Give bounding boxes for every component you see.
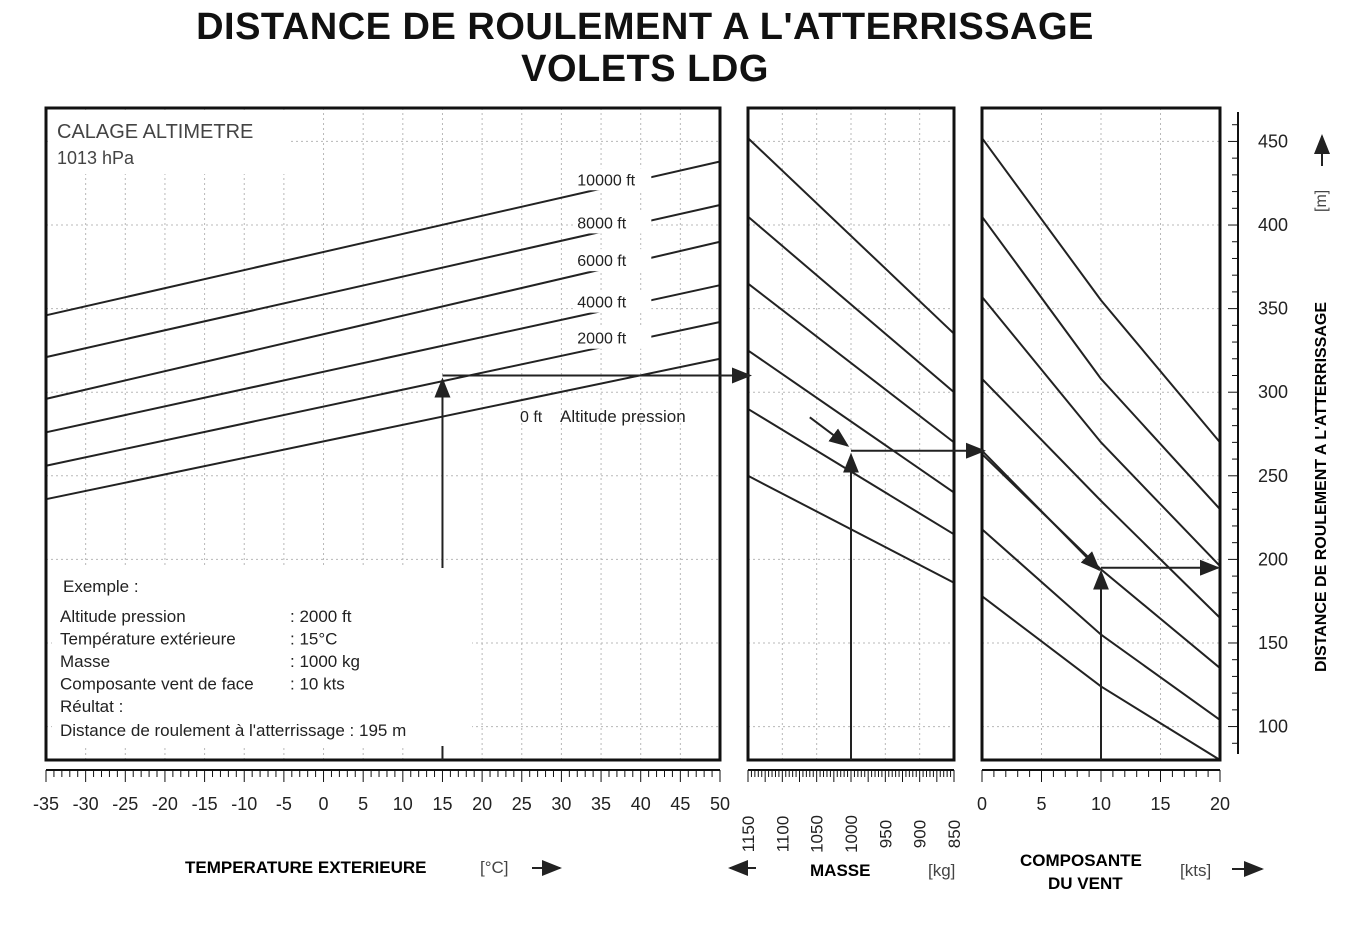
example-row-label: Altitude pression (60, 607, 186, 626)
wind-axis-label-2: DU VENT (1048, 874, 1123, 893)
distance-tick-label: 450 (1258, 131, 1289, 152)
temperature-tick-label: -30 (72, 794, 99, 814)
mass-tick-label: 1150 (739, 815, 758, 853)
temperature-tick-label: 30 (551, 794, 572, 814)
altitude-curve-label: 4000 ft (577, 294, 627, 312)
temperature-tick-label: 15 (432, 794, 453, 814)
distance-tick-label: 350 (1258, 298, 1289, 319)
temperature-tick-label: 10 (392, 794, 413, 814)
mass-tick-label: 1000 (842, 815, 861, 853)
wind-tick-label: 20 (1209, 794, 1231, 814)
temperature-axis-label: TEMPERATURE EXTERIEURE (185, 858, 427, 877)
example-row-value: : 10 kts (290, 674, 345, 694)
distance-tick-label: 250 (1258, 465, 1289, 486)
example-row-value: : 1000 kg (290, 652, 360, 671)
mass-tick-label: 1050 (807, 815, 827, 853)
wind-tick-label: 15 (1150, 794, 1171, 814)
example-wind-curve-arrow (982, 451, 1099, 570)
distance-tick-label: 200 (1258, 549, 1289, 570)
temperature-tick-label: -20 (151, 794, 178, 814)
wind-guide-line (982, 297, 1220, 566)
altitude-curve-label: 0 ft (520, 409, 543, 426)
wind-axis-unit: [kts] (1180, 861, 1212, 880)
example-heading: Exemple : (63, 577, 139, 596)
wind-tick-label: 10 (1090, 794, 1112, 814)
distance-axis-unit: [m] (1313, 189, 1330, 212)
temperature-tick-label: 25 (511, 794, 532, 814)
temperature-tick-label: 5 (358, 794, 369, 814)
temperature-tick-label: -10 (231, 794, 258, 814)
setting-label: CALAGE ALTIMETRE (57, 121, 254, 143)
temperature-tick-label: -25 (112, 794, 139, 814)
temperature-tick-label: -5 (275, 794, 292, 814)
temperature-tick-label: -35 (32, 794, 60, 814)
mass-tick-label: 1100 (773, 815, 793, 853)
altitude-pression-label: Altitude pression (560, 407, 686, 426)
example-result-label: Réultat : (60, 697, 124, 716)
mass-tick-label: 900 (910, 819, 930, 849)
temperature-tick-label: 35 (591, 794, 612, 814)
temperature-tick-label: -15 (191, 794, 218, 814)
wind-tick-label: 0 (976, 794, 988, 814)
temperature-tick-label: 50 (709, 794, 731, 814)
chart-title-line-1: DISTANCE DE ROULEMENT A L'ATTERRISSAGE (196, 6, 1094, 48)
temperature-tick-label: 45 (670, 794, 691, 814)
distance-axis-label: DISTANCE DE ROULEMENT A L'ATTERRISSAGE (1313, 301, 1330, 672)
temperature-tick-label: 20 (472, 794, 493, 814)
distance-tick-label: 300 (1258, 382, 1289, 403)
distance-tick-label: 100 (1258, 716, 1289, 737)
temperature-tick-label: 40 (630, 794, 651, 814)
altitude-curve-label: 8000 ft (577, 215, 627, 233)
wind-guide-line (982, 217, 1220, 510)
example-result-row: Distance de roulement à l'atterrissage : 195 m (60, 721, 407, 740)
mass-axis-label: MASSE (810, 861, 871, 880)
mass-tick-label: 950 (876, 819, 896, 849)
wind-tick-label: 5 (1036, 794, 1047, 814)
mass-tick-label: 850 (945, 819, 964, 849)
distance-tick-label: 400 (1258, 215, 1289, 236)
altitude-curve-label: 10000 ft (577, 172, 636, 190)
setting-value: 1013 hPa (57, 148, 135, 168)
altitude-curve (46, 359, 720, 499)
example-row-label: Température extérieure (60, 629, 236, 649)
example-row-label: Masse (60, 652, 111, 671)
example-row-value: : 15°C (290, 629, 338, 649)
altitude-curve-label: 6000 ft (577, 253, 627, 271)
example-row-value: : 2000 ft (290, 607, 352, 626)
mass-axis-unit: [kg] (928, 861, 956, 880)
distance-tick-label: 150 (1258, 632, 1289, 653)
example-mass-curve-arrow (810, 417, 848, 445)
chart-title-line-2: VOLETS LDG (521, 48, 769, 90)
temperature-tick-label: 0 (318, 794, 329, 814)
altitude-curve-label: 2000 ft (577, 330, 627, 348)
wind-axis-label-1: COMPOSANTE (1020, 851, 1142, 870)
example-row-label: Composante vent de face (60, 674, 254, 694)
temperature-axis-unit: [°C] (480, 858, 509, 877)
